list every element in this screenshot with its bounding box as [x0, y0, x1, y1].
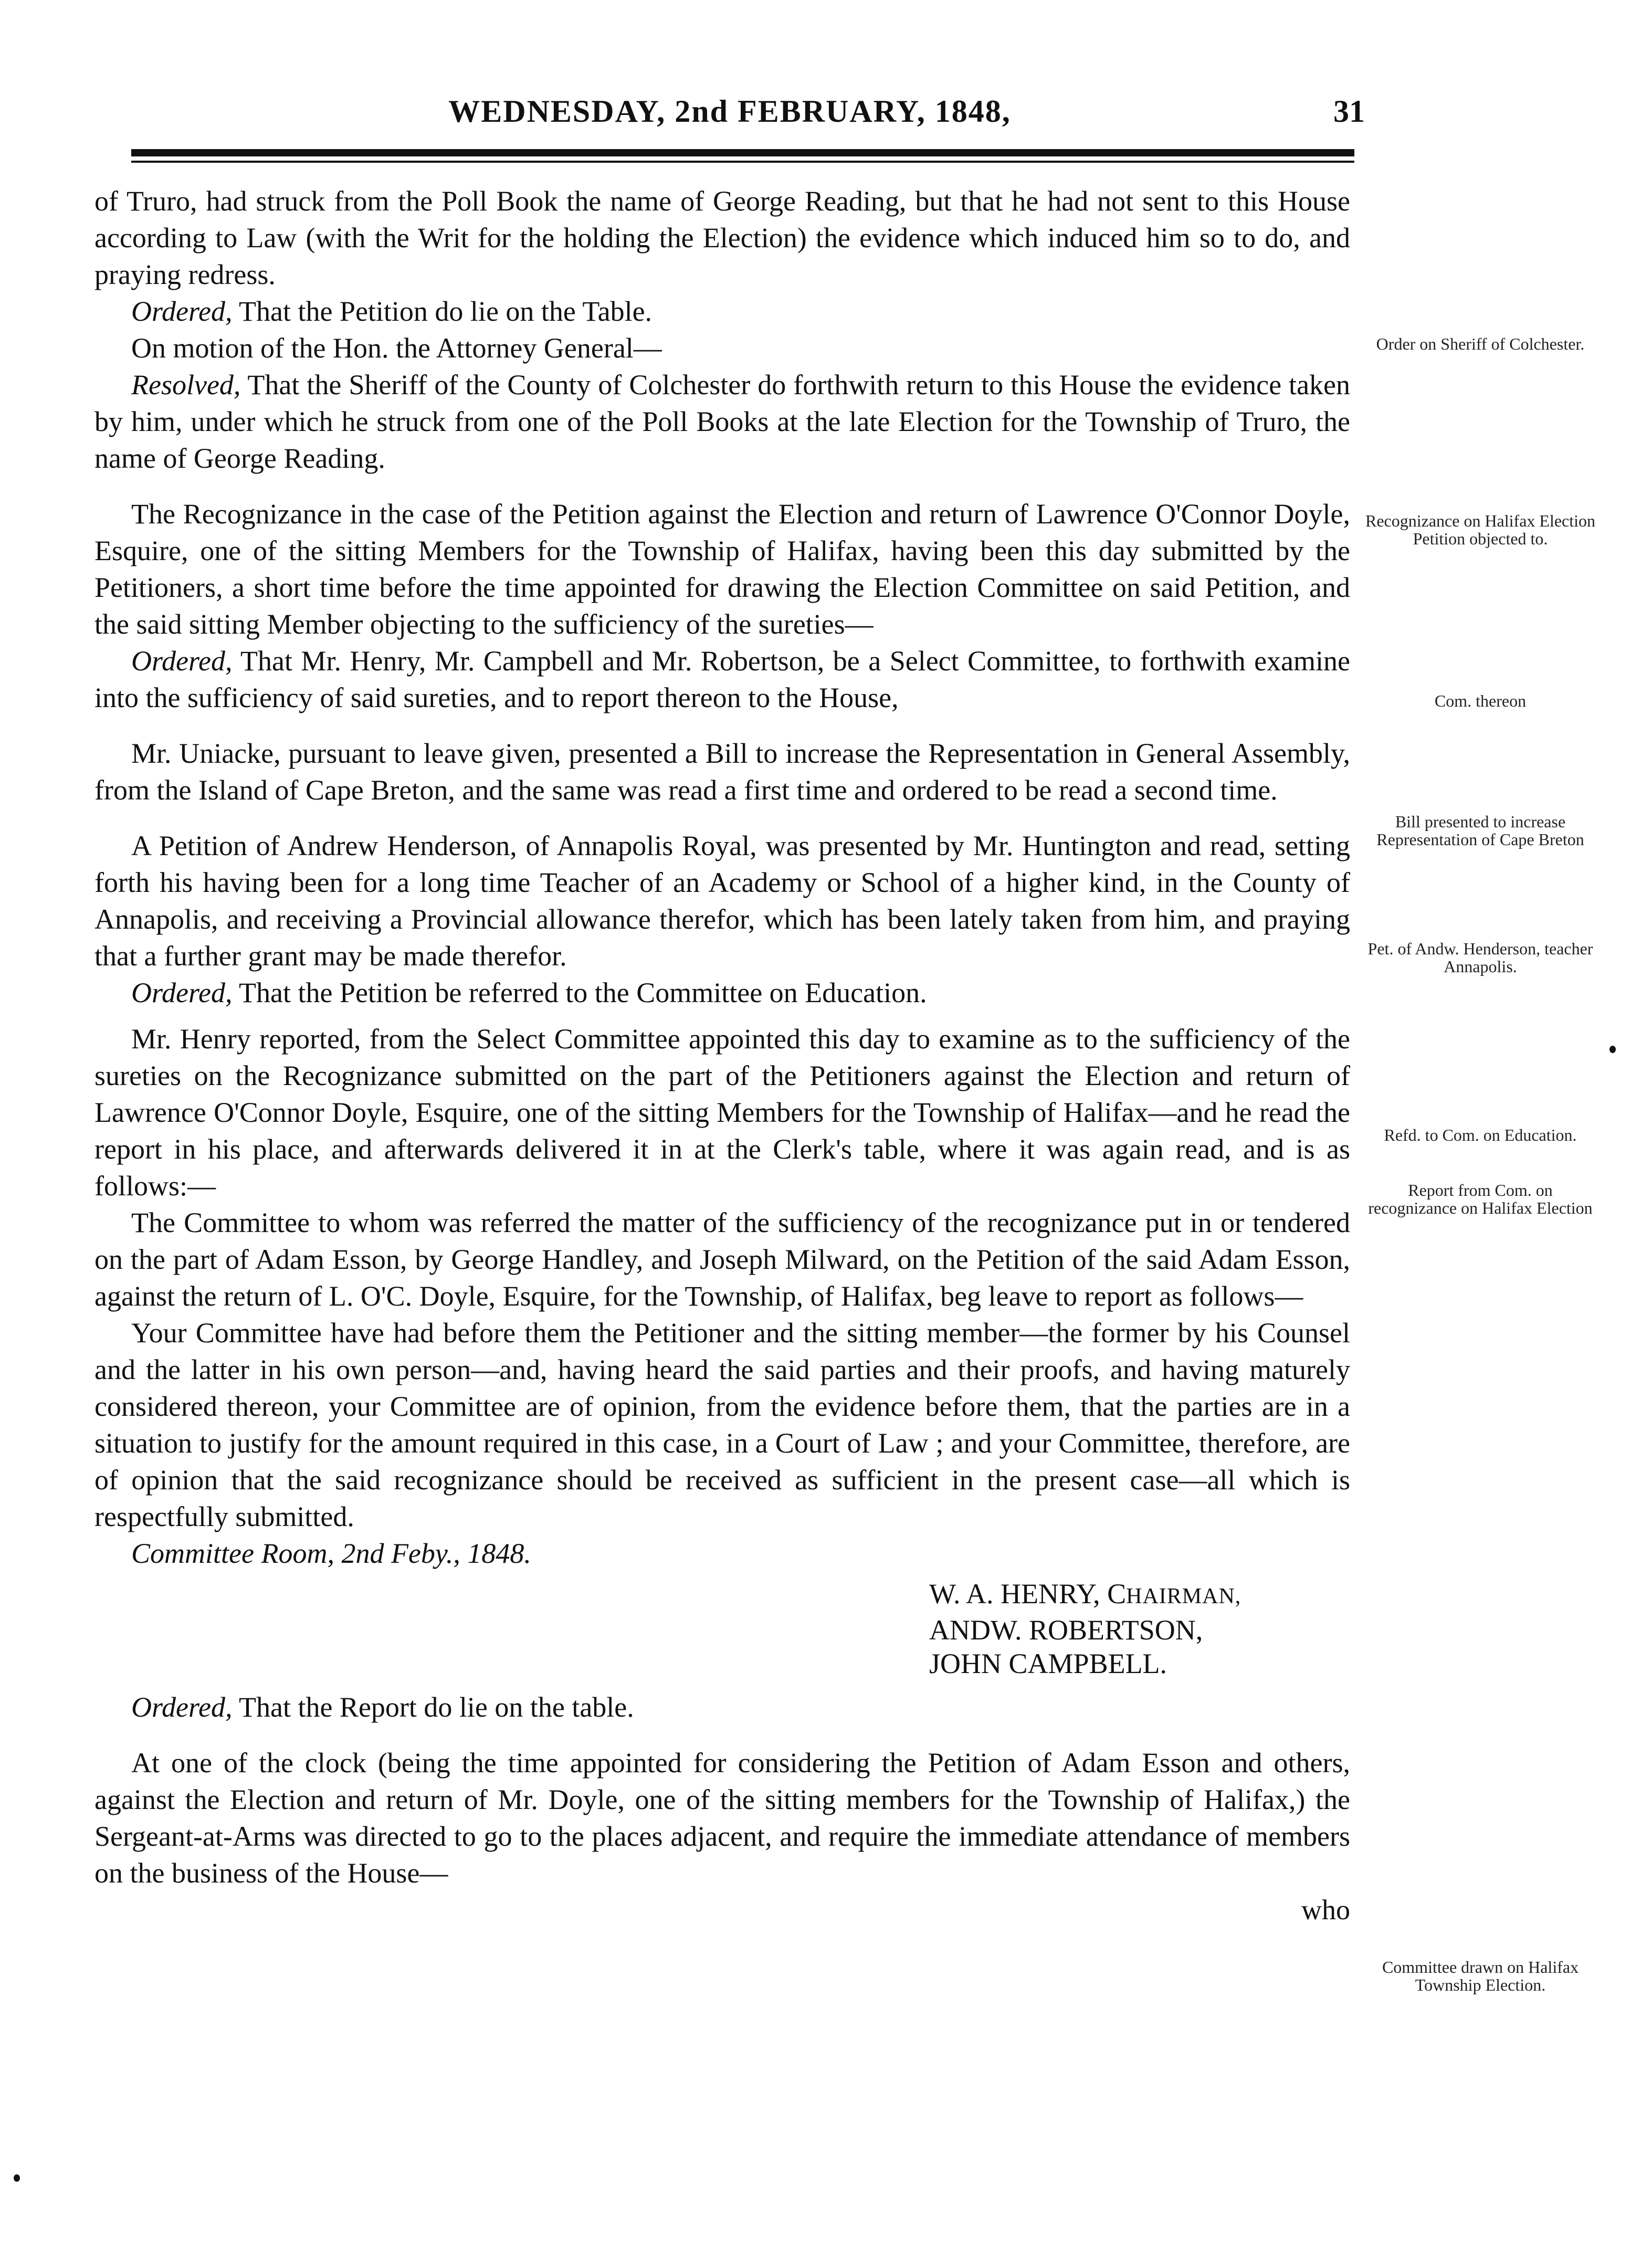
ordered-label: Ordered, [131, 977, 233, 1008]
margin-note-election-committee: Committee drawn on Halifax Township Election. [1382, 1958, 1579, 1994]
paragraph-recognizance: The Recognizance in the case of the Petition against the Election and return of Lawrence O'Connor Doyle, Esquire, one of the sitting Members for the Township of Halifax, having been this day submitted by the Petitioners, a short time before the time appointed for drawing the Election Committee on said Petition, and the said sitting Member objecting to the sufficiency of the sureties— [94, 498, 1350, 640]
margin-note-education: Refd. to Com. on Education. [1384, 1126, 1577, 1144]
ordered-text: That the Petition do lie on the Table. [232, 296, 653, 327]
signature-henry: W. A. HENRY, CHAIRMAN, [929, 1578, 1241, 1610]
paragraph-ordered-select-committee [94, 643, 1350, 716]
resolved-text: That the Sheriff of the County of Colchester do forthwith return to this House the evidence taken by him, under which he struck from one of the Poll Books at the late Election for the Township of Truro, the name of George Reading. [94, 369, 1350, 474]
paragraph-ordered-report-lie [94, 1689, 1350, 1726]
header-title: WEDNESDAY, 2nd FEBRUARY, 1848, [448, 94, 1011, 129]
margin-note-bill: Bill presented to increase Representation of Cape Breton [1376, 812, 1584, 849]
ordered-label: Ordered, [131, 1691, 233, 1723]
paragraph-ordered-lie-on-table [94, 293, 1350, 330]
ordered-text: That Mr. Henry, Mr. Campbell and Mr. Robertson, be a Select Committee, to forthwith examine into the sufficiency of said sureties, and to report thereon to the House, [94, 645, 1350, 713]
paragraph-henderson-petition: A Petition of Andrew Henderson, of Annapolis Royal, was presented by Mr. Huntington and read, setting forth his having been for a long time Teacher of an Academy or School of a higher kind, in the County of Annapolis, and receiving a Provincial allowance therefor, which has been lately taken from him, and praying that a further grant may be made therefor. [94, 830, 1350, 972]
margin-note-report: Report from Com. on recognizance on Halifax Election [1368, 1181, 1593, 1217]
paragraph-motion: On motion of the Hon. the Attorney General— [131, 332, 662, 364]
resolved-label: Resolved, [131, 369, 241, 401]
ordered-label: Ordered, [131, 296, 233, 327]
header-rule-thin [131, 161, 1354, 163]
margin-note-recognizance: Recognizance on Halifax Election Petition objected to. [1365, 511, 1596, 548]
header-rule-thick [131, 149, 1354, 156]
paragraph-committee-opinion: Your Committee have had before them the Petitioner and the sitting member—the former by his Counsel and the latter in his own person—and, having heard the said parties and their proofs, and having maturely considered thereon, your Committee are of opinion, from the evidence before them, that the parties are in a situation to justify for the amount required in this case, in a Court of Law ; and your Committee, therefore, are of opinion that the said recognizance should be received as sufficient in the present case—all which is respectfully submitted. [94, 1317, 1350, 1532]
committee-room-date: Committee Room, 2nd Feby., 1848. [131, 1538, 531, 1569]
paragraph-henry-reported: Mr. Henry reported, from the Select Committee appointed this day to examine as to the sufficiency of the sureties on the Recognizance submitted on the part of the Petitioners against the Election and return of Lawrence O'Connor Doyle, Esquire, one of the sitting Members for the Township of Halifax—and he read the report in his place, and afterwards delivered it in at the Clerk's table, where it was again read, and is as follows:— [94, 1023, 1350, 1202]
signature-block [929, 1577, 1350, 1680]
signature-campbell: JOHN CAMPBELL. [929, 1648, 1167, 1679]
ordered-text: That the Report do lie on the table. [232, 1691, 634, 1723]
paragraph-petition-continued: of Truro, had struck from the Poll Book the name of George Reading, but that he had not sent to this House according to Law (with the Writ for the holding the Election) the evidence which induced him so to do, and praying redress. [94, 185, 1350, 290]
paragraph-one-oclock: At one of the clock (being the time appointed for considering the Petition of Adam Esson and others, against the Election and return of Mr. Doyle, one of the sitting members for the Township of Halifax,) the Sergeant-at-Arms was directed to go to the places adjacent, and require the immediate attendance of members on the business of the House— [94, 1747, 1350, 1889]
margin-note-committee: Com. thereon [1434, 691, 1527, 710]
ink-spot [1609, 1046, 1616, 1053]
paragraph-ordered-education [94, 974, 1350, 1011]
paragraph-committee-report: The Committee to whom was referred the matter of the sufficiency of the recognizance put in or tendered on the part of Adam Esson, by George Handley, and Joseph Milward, on the Petition of the said Adam Esson, against the return of L. O'C. Doyle, Esquire, for the Township, of Halifax, beg leave to report as follows— [94, 1207, 1350, 1312]
catchword: who [1301, 1894, 1350, 1926]
signature-robertson: ANDW. ROBERTSON, [929, 1614, 1203, 1646]
journal-body [94, 183, 1350, 1928]
ink-spot [14, 2174, 20, 2182]
margin-note-henderson: Pet. of Andw. Henderson, teacher Annapolis. [1367, 939, 1593, 976]
page-number: 31 [1333, 94, 1365, 129]
paragraph-bill-cape-breton: Mr. Uniacke, pursuant to leave given, presented a Bill to increase the Representation in General Assembly, from the Island of Cape Breton, and the same was read a first time and ordered to be read a second time. [94, 738, 1350, 806]
margin-note-sheriff: Order on Sheriff of Colchester. [1376, 334, 1585, 353]
running-header [94, 88, 1365, 141]
ordered-text: That the Petition be referred to the Committee on Education. [232, 977, 927, 1008]
paragraph-committee-room [94, 1535, 1350, 1572]
ordered-label: Ordered, [131, 645, 233, 677]
paragraph-resolved [94, 366, 1350, 477]
